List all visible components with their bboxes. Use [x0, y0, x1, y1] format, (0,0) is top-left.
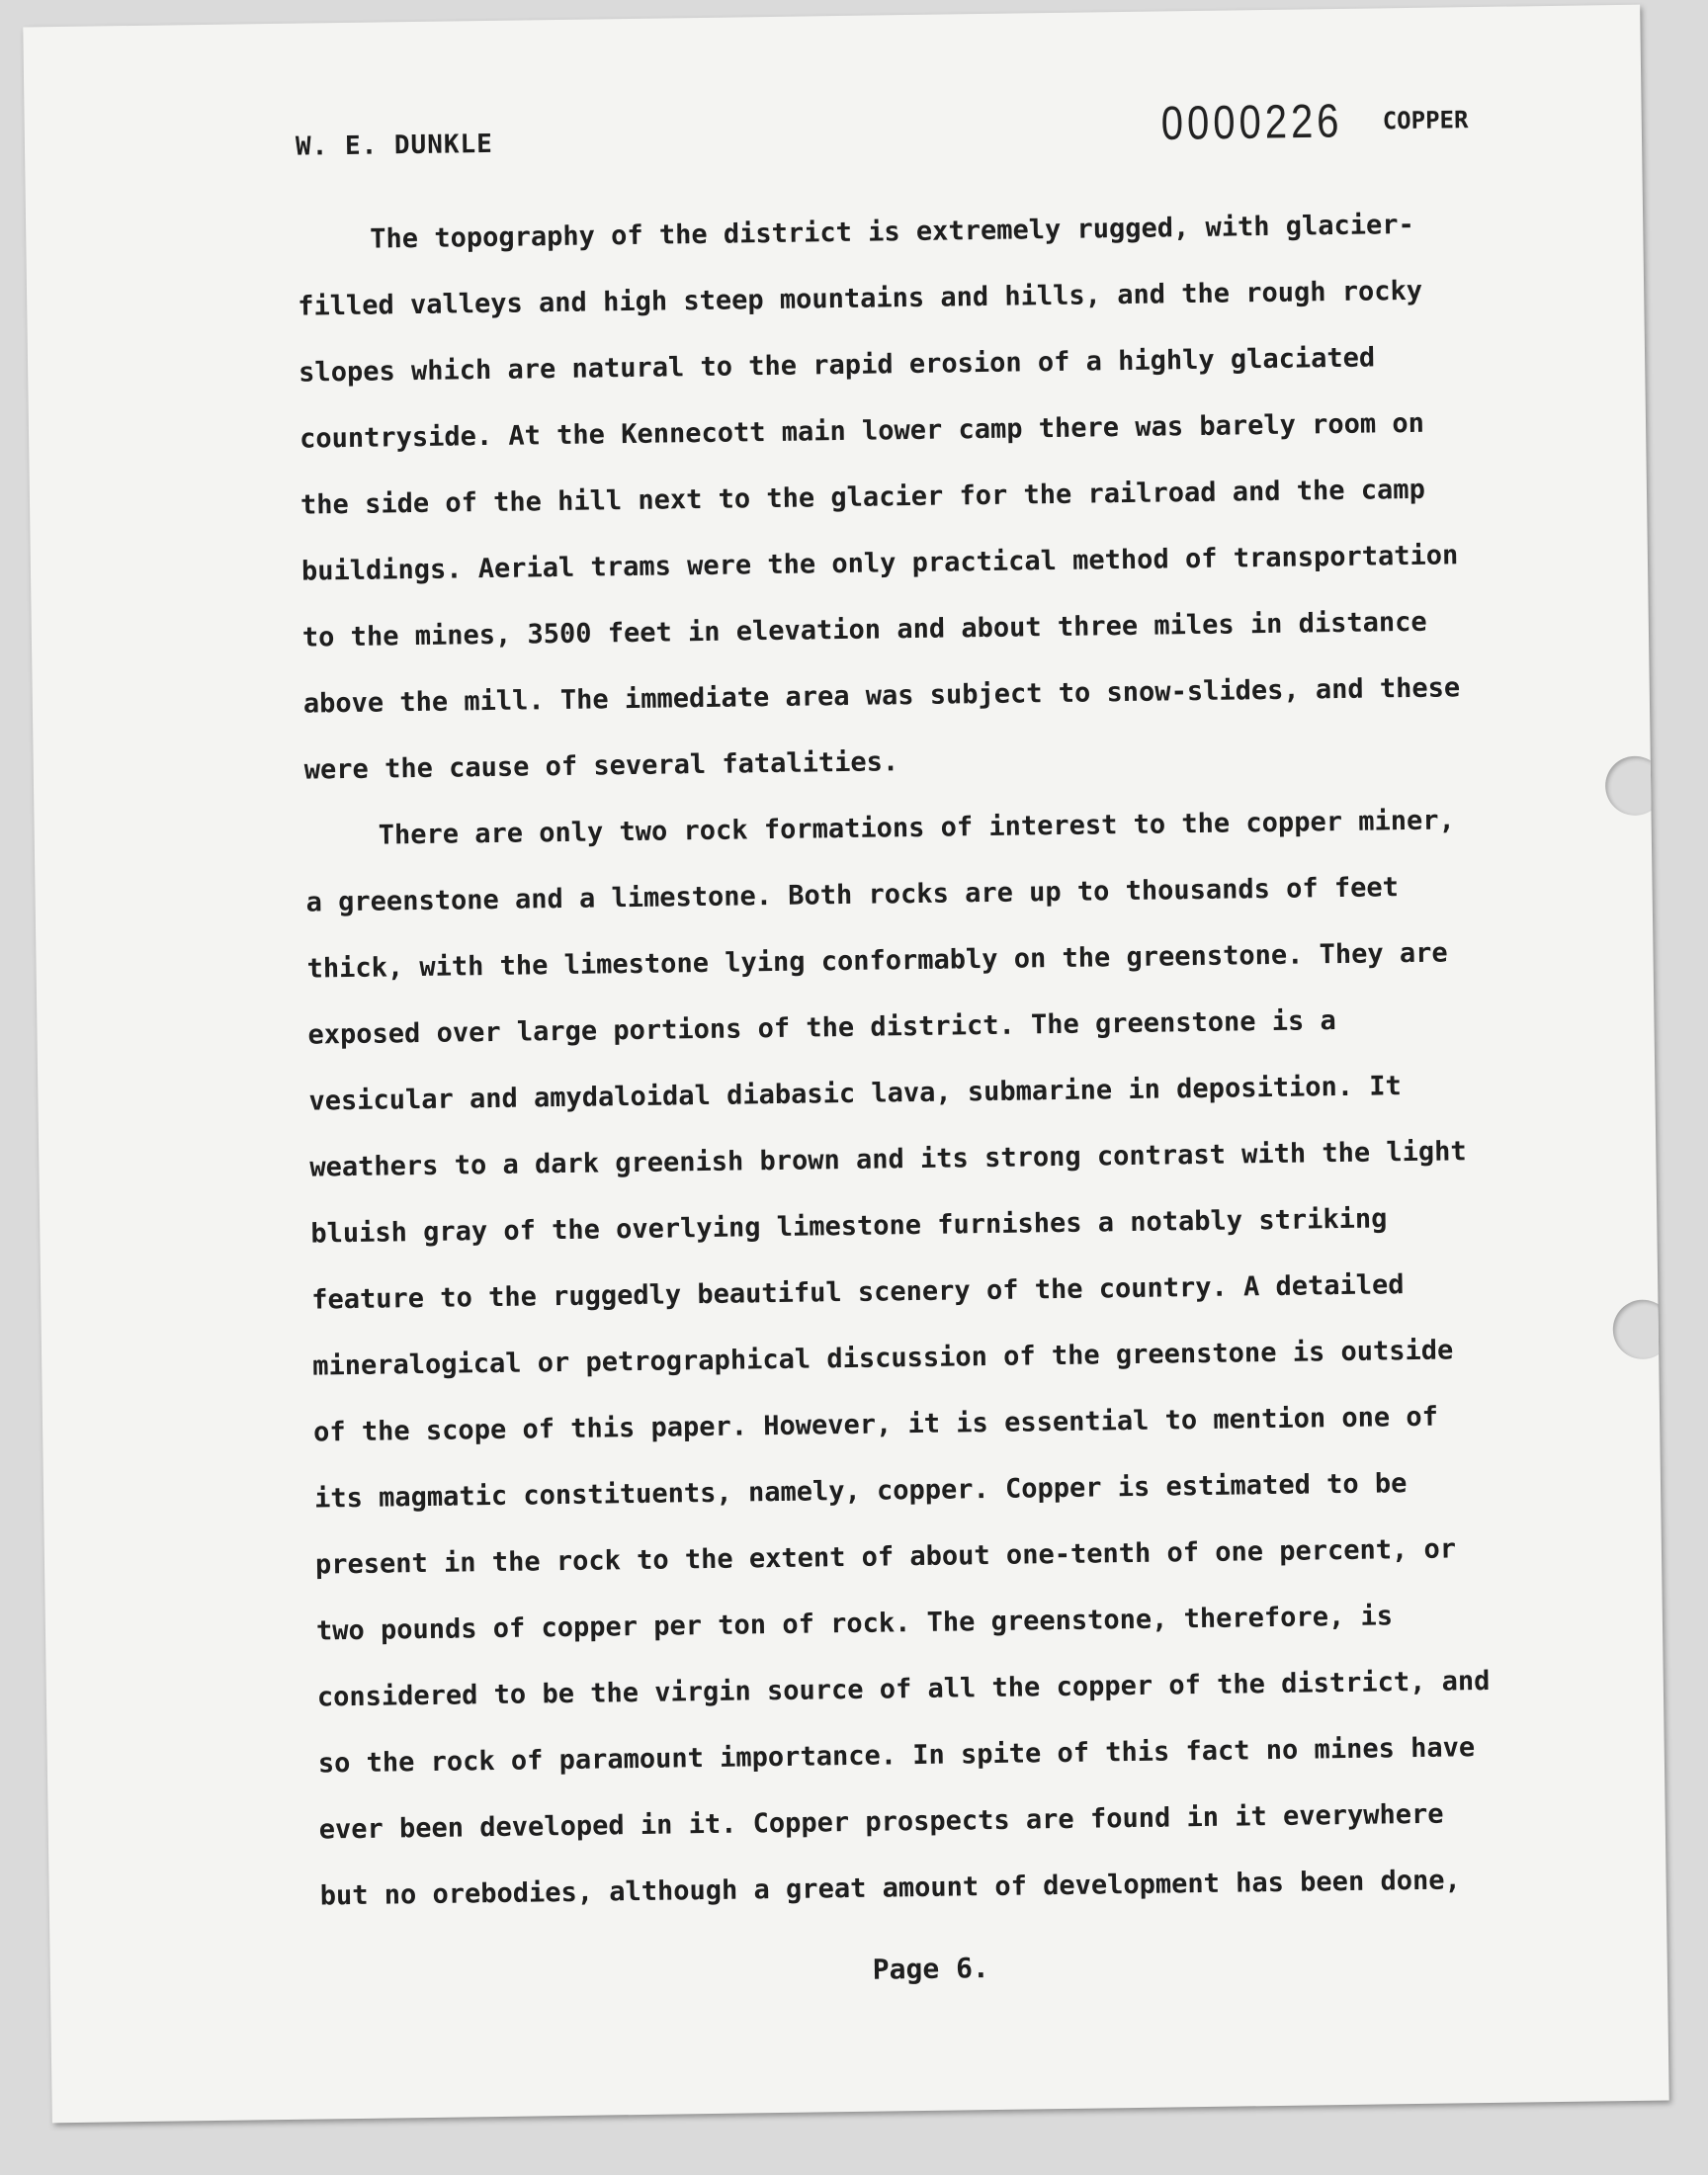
text-line: a greenstone and a limestone. Both rocks are up to thousands of feet: [305, 872, 1400, 918]
text-line: The topography of the district is extremely rugged, with glacier-: [370, 209, 1415, 255]
body-text: [297, 204, 1556, 1943]
text-line: feature to the ruggedly beautiful scenery of the country. A detailed: [311, 1269, 1405, 1316]
paragraph: [304, 800, 1556, 1943]
document-page: [23, 5, 1668, 2124]
text-line: There are only two rock formations of interest to the copper miner,: [378, 805, 1455, 851]
text-line: mineralogical or petrographical discussion of the greenstone is outside: [312, 1335, 1454, 1382]
text-line: slopes which are natural to the rapid erosion of a highly glaciated: [298, 342, 1376, 389]
text-line: present in the rock to the extent of about one-tenth of one percent, or: [314, 1533, 1457, 1581]
text-line: of the scope of this paper. However, it is essential to mention one of: [312, 1401, 1439, 1448]
punch-hole: [1612, 1299, 1668, 1359]
text-line: countryside. At the Kennecott main lower camp there was barely room on: [299, 407, 1425, 455]
page-number: Page 6.: [872, 1952, 990, 1986]
text-line: thick, with the limestone lying conformably on the greenstone. They are: [306, 937, 1448, 985]
text-line: exposed over large portions of the district. The greenstone is a: [307, 1005, 1337, 1051]
text-line: vesicular and amydaloidal diabasic lava, submarine in deposition. It: [308, 1071, 1402, 1117]
text-line: to the mines, 3500 feet in elevation and about three miles in distance: [301, 606, 1427, 653]
text-line: two pounds of copper per ton of rock. The greenstone, therefore, is: [315, 1601, 1394, 1647]
document-number: 0000226: [1160, 95, 1343, 150]
text-line: but no orebodies, although a great amount of development has been done,: [319, 1865, 1461, 1912]
text-line: filled valleys and high steep mountains and hills, and the rough rocky: [298, 275, 1423, 322]
text-line: weathers to a dark greenish brown and its strong contrast with the light: [309, 1136, 1467, 1183]
paragraph: [297, 204, 1540, 817]
punch-hole: [1605, 755, 1665, 816]
text-line: so the rock of paramount importance. In spite of this fact no mines have: [317, 1732, 1476, 1780]
text-line: buildings. Aerial trams were the only practical method of transportation: [300, 540, 1459, 587]
text-line: ever been developed in it. Copper prospects are found in it everywhere: [318, 1798, 1444, 1846]
text-line: its magmatic constituents, namely, copper. Copper is estimated to be: [313, 1468, 1408, 1515]
topic-label: COPPER: [1382, 106, 1469, 135]
author-name: W. E. DUNKLE: [295, 129, 494, 162]
text-line: were the cause of several fatalities.: [303, 746, 899, 786]
text-line: bluish gray of the overlying limestone furnishes a notably striking: [310, 1203, 1388, 1250]
text-line: above the mill. The immediate area was subject to snow-slides, and these: [302, 672, 1461, 720]
text-line: the side of the hill next to the glacier for the railroad and the camp: [299, 474, 1426, 521]
text-line: considered to be the virgin source of all the copper of the district, and: [316, 1665, 1491, 1713]
